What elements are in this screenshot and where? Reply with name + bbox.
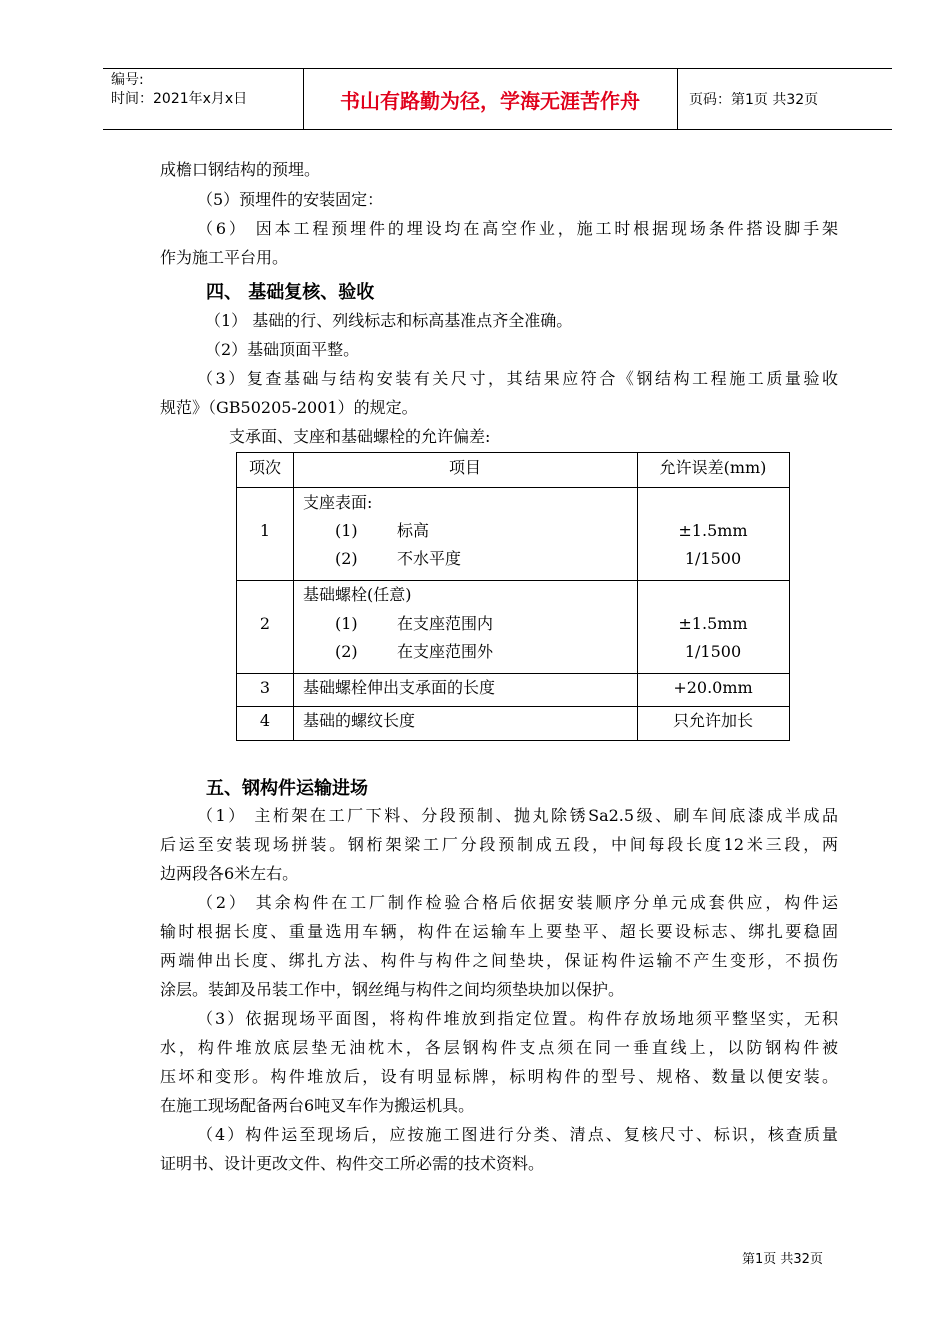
section-heading: 五、钢构件运输进场 xyxy=(206,778,368,799)
header-page-number: 页码：第1页 共32页 xyxy=(689,92,819,108)
body-line: 证明书、设计更改文件、构件交工所必需的技术资料。 xyxy=(160,1154,545,1173)
table-cell-no: 4 xyxy=(259,711,271,730)
table-line xyxy=(293,453,294,740)
table-line xyxy=(237,673,789,674)
table-cell-sub: 不水平度 xyxy=(397,549,462,568)
body-line: （4）构件运至现场后，应按施工图进行分类、清点、复核尺寸、标识，核查质量 xyxy=(197,1125,838,1144)
body-line: 两端伸出长度、绑扎方法、构件与构件之间垫块，保证构件运输不产生变形，不损伤 xyxy=(160,951,838,970)
table-caption: 支承面、支座和基础螺栓的允许偏差: xyxy=(229,427,491,446)
paragraph: 成檐口钢结构的预埋。 xyxy=(160,160,321,179)
table-cell-sub-no: (2) xyxy=(335,549,358,568)
body-line: 输时根据长度、重量选用车辆，构件在运输车上要垫平、超长要设标志、绑扎要稳固 xyxy=(160,922,838,941)
table-cell-value: 只允许加长 xyxy=(672,711,753,730)
page-header xyxy=(103,68,892,130)
table-cell-sub: 在支座范围外 xyxy=(397,642,494,661)
table-cell-item: 基础的螺纹长度 xyxy=(303,711,416,730)
table-header: 允许误差(mm) xyxy=(659,458,767,477)
list-item: （1） 基础的行、列线标志和标高基准点齐全准确。 xyxy=(205,311,573,330)
body-line: 涂层。装卸及吊装工作中，钢丝绳与构件之间均须垫块加以保护。 xyxy=(160,980,625,999)
body-line: 在施工现场配备两台6吨叉车作为搬运机具。 xyxy=(160,1096,475,1115)
table-cell-item: 基础螺栓伸出支承面的长度 xyxy=(303,678,496,697)
header-divider xyxy=(677,69,678,129)
table-cell-value: ±1.5mm xyxy=(678,521,748,540)
table-cell-sub-no: (1) xyxy=(335,614,358,633)
table-cell-item: 支座表面: xyxy=(303,493,373,512)
section-heading: 四、 基础复核、验收 xyxy=(206,282,375,303)
table-header: 项目 xyxy=(448,458,481,477)
doc-number-label: 编号: xyxy=(111,72,144,88)
body-line: 边两段各6米左右。 xyxy=(160,864,299,883)
paragraph: （6） 因本工程预埋件的埋设均在高空作业，施工时根据现场条件搭设脚手架 xyxy=(197,219,838,238)
table-cell-value: 1/1500 xyxy=(684,549,742,568)
table-cell-sub-no: (2) xyxy=(335,642,358,661)
paragraph: 作为施工平台用。 xyxy=(160,248,289,267)
body-line: （3）依据现场平面图，将构件堆放到指定位置。构件存放场地须平整坚实，无积 xyxy=(197,1009,838,1028)
table-cell-sub: 标高 xyxy=(397,521,430,540)
table-cell-value: ±1.5mm xyxy=(678,614,748,633)
table-cell-no: 1 xyxy=(259,521,271,540)
table-header: 项次 xyxy=(248,458,281,477)
table-cell-no: 2 xyxy=(259,614,271,633)
header-motto: 书山有路勤为径，学海无涯苦作舟 xyxy=(340,88,640,113)
body-line: （1） 主桁架在工厂下料、分段预制、抛丸除锈Sa2.5级、刷车间底漆成半成品 xyxy=(197,806,838,825)
body-line: 水，构件堆放底层垫无油枕木，各层钢构件支点须在同一垂直线上，以防钢构件被 xyxy=(160,1038,838,1057)
table-cell-no: 3 xyxy=(259,678,271,697)
paragraph: （5）预埋件的安装固定： xyxy=(197,190,384,209)
body-line: 后运至安装现场拼装。钢桁架梁工厂分段预制成五段，中间每段长度12米三段，两 xyxy=(160,835,838,854)
table-line xyxy=(237,580,789,581)
table-cell-item: 基础螺栓(任意) xyxy=(303,585,412,604)
table-cell-value: +20.0mm xyxy=(673,678,753,697)
list-item: （2）基础顶面平整。 xyxy=(205,340,360,359)
body-line: （2） 其余构件在工厂制作检验合格后依据安装顺序分单元成套供应，构件运 xyxy=(197,893,838,912)
table-cell-value: 1/1500 xyxy=(684,642,742,661)
body-line: 压坏和变形。构件堆放后，设有明显标牌，标明构件的型号、规格、数量以便安装。 xyxy=(160,1067,838,1086)
list-item: （3）复查基础与结构安装有关尺寸，其结果应符合《钢结构工程施工质量验收 xyxy=(197,369,838,388)
table-line xyxy=(237,487,789,488)
table-cell-sub-no: (1) xyxy=(335,521,358,540)
table-cell-sub: 在支座范围内 xyxy=(397,614,494,633)
tolerance-table xyxy=(236,452,790,741)
header-meta xyxy=(111,71,247,109)
page-footer: 第1页 共32页 xyxy=(742,1252,823,1267)
doc-date: 时间：2021年x月x日 xyxy=(111,91,248,107)
table-line xyxy=(237,706,789,707)
list-item: 规范》（GB50205-2001）的规定。 xyxy=(160,398,418,417)
